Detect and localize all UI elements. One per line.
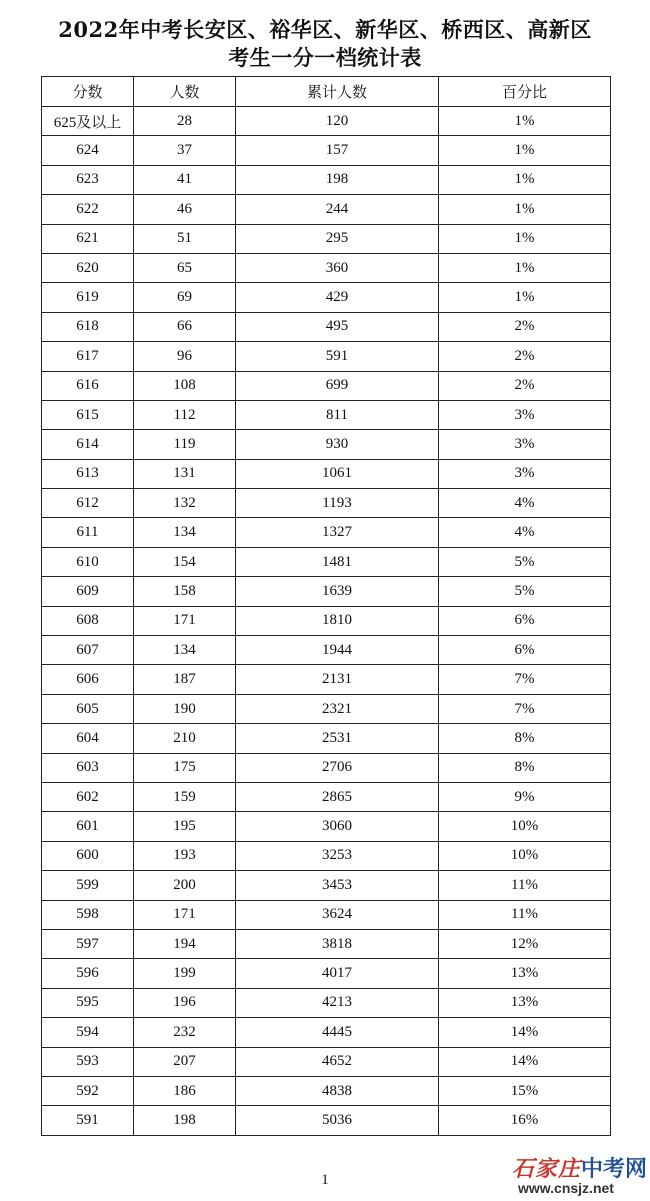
cell-percent: 1% [439, 136, 611, 165]
table-row [42, 1106, 611, 1135]
table-row [42, 253, 611, 282]
cell-percent: 9% [439, 782, 611, 811]
table-row [42, 812, 611, 841]
cell-score: 623 [42, 165, 134, 194]
cell-percent: 13% [439, 988, 611, 1017]
table-row [42, 518, 611, 547]
cell-count: 159 [134, 782, 236, 811]
cell-count: 65 [134, 253, 236, 282]
cell-count: 37 [134, 136, 236, 165]
table-row [42, 900, 611, 929]
cell-cumulative: 1639 [236, 577, 439, 606]
cell-count: 158 [134, 577, 236, 606]
cell-percent: 1% [439, 195, 611, 224]
cell-cumulative: 1944 [236, 636, 439, 665]
cell-score: 611 [42, 518, 134, 547]
cell-count: 134 [134, 636, 236, 665]
cell-percent: 1% [439, 165, 611, 194]
cell-count: 194 [134, 929, 236, 958]
cell-score: 610 [42, 547, 134, 576]
cell-cumulative: 5036 [236, 1106, 439, 1135]
cell-count: 66 [134, 312, 236, 341]
cell-score: 625及以上 [42, 107, 134, 136]
table-row [42, 136, 611, 165]
cell-score: 609 [42, 577, 134, 606]
table-row [42, 782, 611, 811]
cell-percent: 1% [439, 107, 611, 136]
cell-percent: 4% [439, 489, 611, 518]
cell-score: 618 [42, 312, 134, 341]
table-row [42, 459, 611, 488]
cell-score: 621 [42, 224, 134, 253]
table-row [42, 312, 611, 341]
cell-cumulative: 120 [236, 107, 439, 136]
watermark-brand [512, 1152, 647, 1183]
cell-percent: 1% [439, 224, 611, 253]
cell-percent: 7% [439, 694, 611, 723]
cell-score: 620 [42, 253, 134, 282]
table-row [42, 400, 611, 429]
cell-percent: 8% [439, 724, 611, 753]
column-header-percent: 百分比 [439, 77, 611, 107]
cell-cumulative: 157 [236, 136, 439, 165]
cell-cumulative: 4652 [236, 1047, 439, 1076]
cell-cumulative: 2531 [236, 724, 439, 753]
column-header-cumulative: 累计人数 [236, 77, 439, 107]
cell-percent: 11% [439, 871, 611, 900]
cell-percent: 7% [439, 665, 611, 694]
cell-percent: 5% [439, 577, 611, 606]
cell-count: 131 [134, 459, 236, 488]
cell-cumulative: 1193 [236, 489, 439, 518]
cell-count: 198 [134, 1106, 236, 1135]
cell-percent: 1% [439, 253, 611, 282]
table-row [42, 694, 611, 723]
document-title-line-2: 考生一分一档统计表 [228, 45, 422, 70]
cell-score: 608 [42, 606, 134, 635]
cell-score: 614 [42, 430, 134, 459]
cell-cumulative: 295 [236, 224, 439, 253]
cell-count: 175 [134, 753, 236, 782]
cell-cumulative: 811 [236, 400, 439, 429]
cell-percent: 14% [439, 1047, 611, 1076]
cell-cumulative: 198 [236, 165, 439, 194]
cell-score: 603 [42, 753, 134, 782]
table-row [42, 107, 611, 136]
cell-count: 195 [134, 812, 236, 841]
cell-percent: 4% [439, 518, 611, 547]
cell-count: 187 [134, 665, 236, 694]
table-row [42, 489, 611, 518]
cell-count: 210 [134, 724, 236, 753]
table-header [42, 77, 611, 107]
cell-percent: 2% [439, 342, 611, 371]
cell-count: 200 [134, 871, 236, 900]
cell-cumulative: 3253 [236, 841, 439, 870]
cell-cumulative: 3818 [236, 929, 439, 958]
table-row [42, 224, 611, 253]
watermark-logo [512, 1152, 648, 1198]
cell-count: 51 [134, 224, 236, 253]
table-row [42, 929, 611, 958]
cell-cumulative: 1810 [236, 606, 439, 635]
cell-cumulative: 699 [236, 371, 439, 400]
cell-percent: 16% [439, 1106, 611, 1135]
cell-count: 28 [134, 107, 236, 136]
table-row [42, 753, 611, 782]
cell-cumulative: 1327 [236, 518, 439, 547]
cell-cumulative: 3624 [236, 900, 439, 929]
cell-score: 594 [42, 1018, 134, 1047]
cell-count: 69 [134, 283, 236, 312]
cell-count: 232 [134, 1018, 236, 1047]
cell-count: 196 [134, 988, 236, 1017]
table-row [42, 988, 611, 1017]
cell-count: 112 [134, 400, 236, 429]
column-header-count: 人数 [134, 77, 236, 107]
cell-cumulative: 4838 [236, 1076, 439, 1105]
cell-cumulative: 591 [236, 342, 439, 371]
cell-percent: 13% [439, 959, 611, 988]
table-row [42, 724, 611, 753]
cell-cumulative: 2131 [236, 665, 439, 694]
table-row [42, 371, 611, 400]
cell-percent: 12% [439, 929, 611, 958]
cell-score: 613 [42, 459, 134, 488]
cell-percent: 10% [439, 812, 611, 841]
cell-count: 190 [134, 694, 236, 723]
cell-score: 617 [42, 342, 134, 371]
table-row [42, 665, 611, 694]
table-row [42, 959, 611, 988]
cell-score: 601 [42, 812, 134, 841]
cell-score: 599 [42, 871, 134, 900]
cell-score: 596 [42, 959, 134, 988]
cell-cumulative: 930 [236, 430, 439, 459]
cell-score: 600 [42, 841, 134, 870]
cell-percent: 15% [439, 1076, 611, 1105]
table-row [42, 1047, 611, 1076]
table-row [42, 871, 611, 900]
cell-percent: 1% [439, 283, 611, 312]
cell-cumulative: 244 [236, 195, 439, 224]
cell-cumulative: 1061 [236, 459, 439, 488]
cell-cumulative: 3060 [236, 812, 439, 841]
cell-score: 595 [42, 988, 134, 1017]
cell-count: 132 [134, 489, 236, 518]
cell-score: 604 [42, 724, 134, 753]
cell-cumulative: 2321 [236, 694, 439, 723]
cell-percent: 3% [439, 400, 611, 429]
table-row [42, 606, 611, 635]
cell-cumulative: 4017 [236, 959, 439, 988]
column-header-score: 分数 [42, 77, 134, 107]
cell-percent: 14% [439, 1018, 611, 1047]
score-distribution-table [41, 76, 611, 1136]
table-row [42, 636, 611, 665]
cell-cumulative: 3453 [236, 871, 439, 900]
cell-score: 619 [42, 283, 134, 312]
page-number: 1 [321, 1172, 329, 1188]
cell-percent: 2% [439, 371, 611, 400]
cell-count: 134 [134, 518, 236, 547]
cell-score: 622 [42, 195, 134, 224]
watermark-url: www.cnsjz.net [518, 1180, 614, 1196]
table-row [42, 547, 611, 576]
cell-percent: 6% [439, 606, 611, 635]
cell-percent: 2% [439, 312, 611, 341]
table-body [42, 107, 611, 1136]
cell-score: 605 [42, 694, 134, 723]
cell-percent: 5% [439, 547, 611, 576]
cell-score: 615 [42, 400, 134, 429]
table-row [42, 283, 611, 312]
cell-cumulative: 4213 [236, 988, 439, 1017]
watermark-brand-text: 石家庄 [512, 1156, 582, 1182]
document-title-line-1: 2022年中考长安区、裕华区、新华区、桥西区、高新区 [58, 17, 592, 42]
cell-count: 171 [134, 900, 236, 929]
watermark-site-text: 中考网 [581, 1156, 648, 1182]
cell-count: 171 [134, 606, 236, 635]
cell-percent: 3% [439, 430, 611, 459]
cell-cumulative: 360 [236, 253, 439, 282]
table-row [42, 430, 611, 459]
table-row [42, 841, 611, 870]
cell-count: 119 [134, 430, 236, 459]
cell-score: 616 [42, 371, 134, 400]
cell-cumulative: 2865 [236, 782, 439, 811]
cell-count: 46 [134, 195, 236, 224]
cell-score: 602 [42, 782, 134, 811]
cell-score: 591 [42, 1106, 134, 1135]
table-header-row [42, 77, 611, 107]
cell-count: 108 [134, 371, 236, 400]
cell-percent: 10% [439, 841, 611, 870]
cell-cumulative: 2706 [236, 753, 439, 782]
cell-count: 96 [134, 342, 236, 371]
cell-count: 154 [134, 547, 236, 576]
cell-count: 186 [134, 1076, 236, 1105]
cell-cumulative: 4445 [236, 1018, 439, 1047]
cell-count: 199 [134, 959, 236, 988]
cell-cumulative: 429 [236, 283, 439, 312]
cell-count: 193 [134, 841, 236, 870]
cell-count: 41 [134, 165, 236, 194]
cell-score: 606 [42, 665, 134, 694]
table-row [42, 1076, 611, 1105]
cell-score: 593 [42, 1047, 134, 1076]
cell-percent: 6% [439, 636, 611, 665]
cell-score: 624 [42, 136, 134, 165]
table-row [42, 577, 611, 606]
cell-percent: 3% [439, 459, 611, 488]
cell-count: 207 [134, 1047, 236, 1076]
table-row [42, 342, 611, 371]
cell-percent: 8% [439, 753, 611, 782]
cell-score: 597 [42, 929, 134, 958]
cell-percent: 11% [439, 900, 611, 929]
cell-cumulative: 1481 [236, 547, 439, 576]
cell-cumulative: 495 [236, 312, 439, 341]
cell-score: 612 [42, 489, 134, 518]
table-row [42, 1018, 611, 1047]
table-row [42, 195, 611, 224]
table-row [42, 165, 611, 194]
cell-score: 592 [42, 1076, 134, 1105]
cell-score: 607 [42, 636, 134, 665]
cell-score: 598 [42, 900, 134, 929]
